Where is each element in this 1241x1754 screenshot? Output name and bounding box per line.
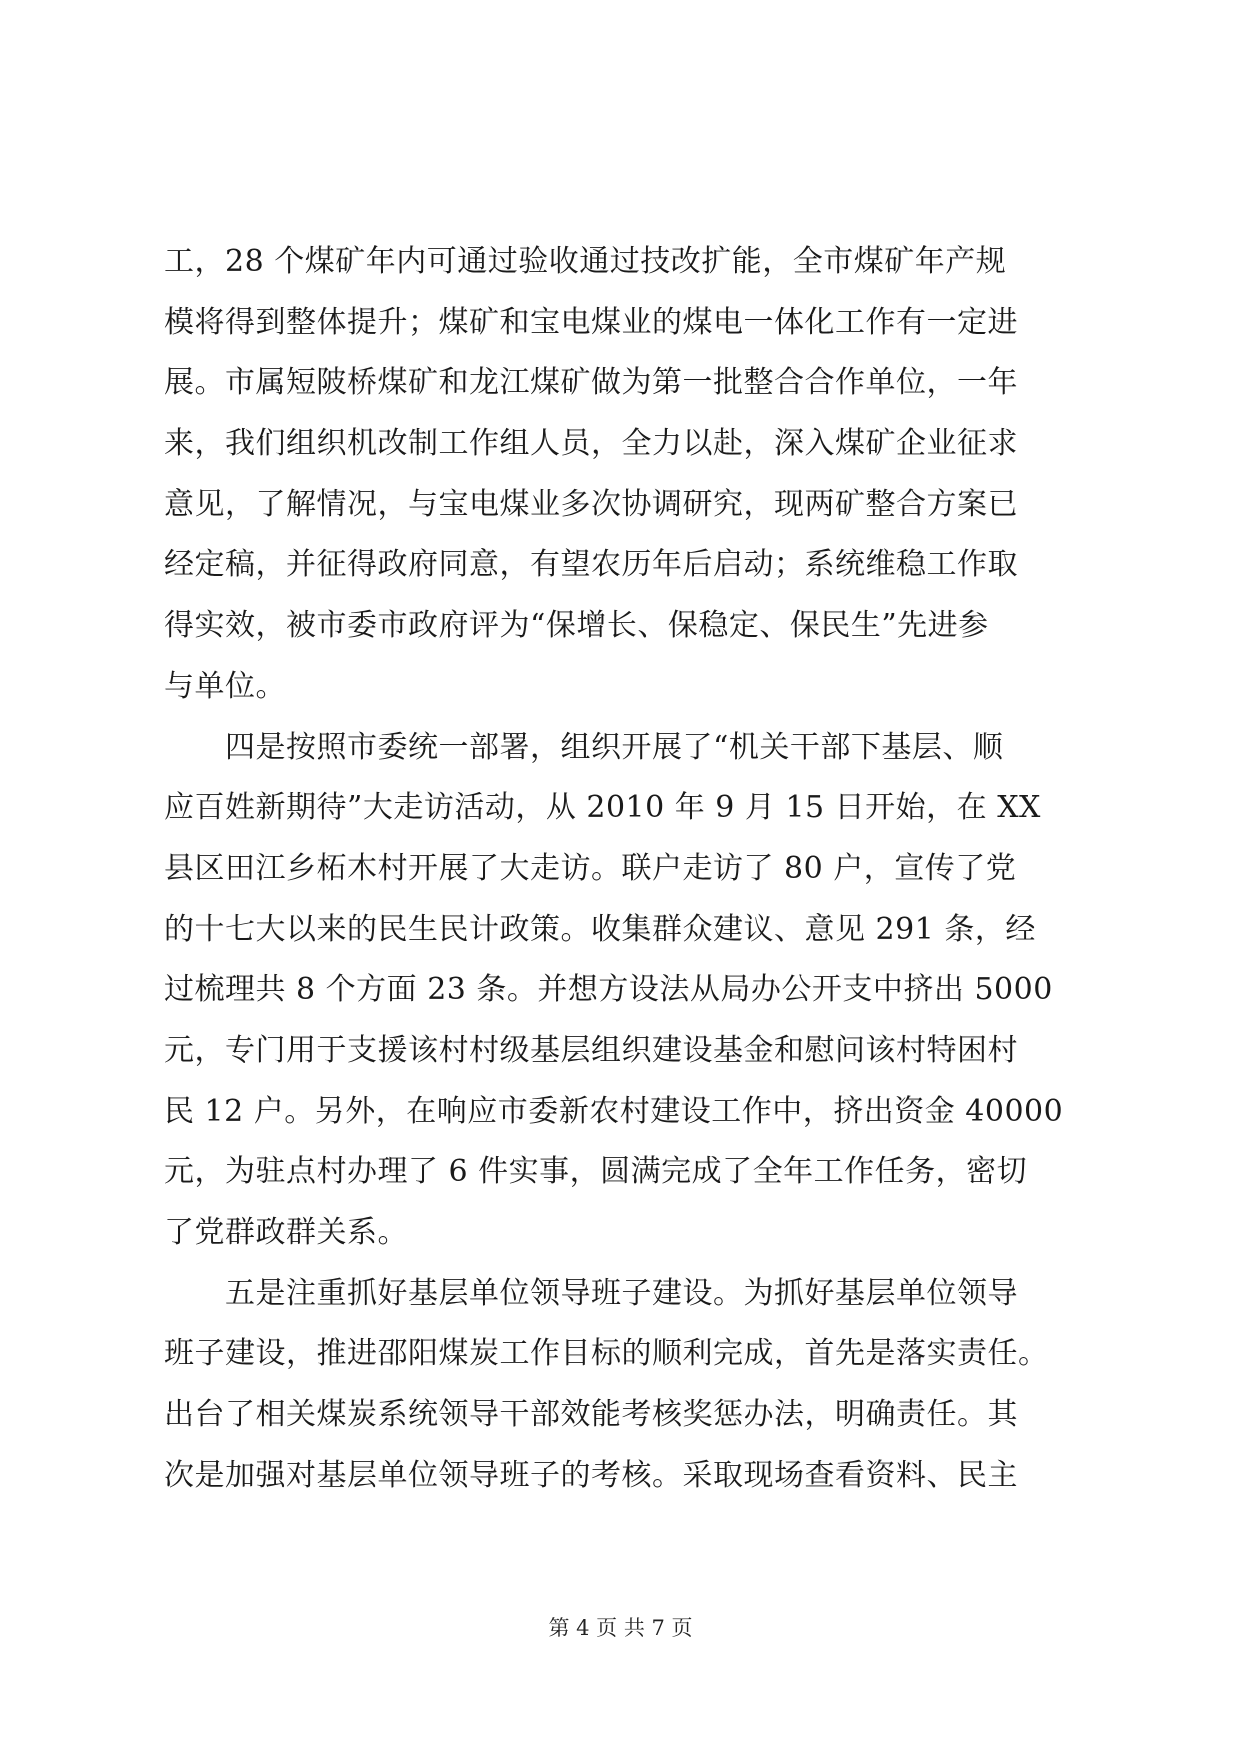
text-line: 展。市属短陂桥煤矿和龙江煤矿做为第一批整合合作单位，一年 <box>164 365 1018 401</box>
text-line: 四是按照市委统一部署，组织开展了“机关干部下基层、顺 <box>164 729 1004 765</box>
text-line: 次是加强对基层单位领导班子的考核。采取现场查看资料、民主 <box>164 1457 1018 1493</box>
text-line: 工，28 个煤矿年内可通过验收通过技改扩能，全市煤矿年产规 <box>164 244 1007 279</box>
text-line: 民 12 户。另外，在响应市委新农村建设工作中，挤出资金 40000 <box>164 1093 1064 1129</box>
text-line: 意见，了解情况，与宝电煤业多次协调研究，现两矿整合方案已 <box>164 486 1018 522</box>
text-line: 县区田江乡柘木村开展了大走访。联户走访了 80 户，宣传了党 <box>164 850 1017 886</box>
text-line: 元，为驻点村办理了 6 件实事，圆满完成了全年工作任务，密切 <box>164 1154 1028 1190</box>
paragraph-2 <box>164 718 1084 1264</box>
page-footer: 第 4 页 共 7 页 <box>548 1616 693 1640</box>
paragraph-3 <box>164 1264 1084 1507</box>
text-line: 模将得到整体提升；煤矿和宝电煤业的煤电一体化工作有一定进 <box>164 304 1018 340</box>
text-line: 班子建设，推进邵阳煤炭工作目标的顺利完成，首先是落实责任。 <box>164 1336 1049 1372</box>
text-line: 应百姓新期待”大走访活动，从 2010 年 9 月 15 日开始，在 XX <box>164 790 1041 826</box>
text-line: 经定稿，并征得政府同意，有望农历年后启动；系统维稳工作取 <box>164 547 1018 583</box>
text-line: 出台了相关煤炭系统领导干部效能考核奖惩办法，明确责任。其 <box>164 1397 1018 1433</box>
text-line: 来，我们组织机改制工作组人员，全力以赴，深入煤矿企业征求 <box>164 426 1018 462</box>
text-line: 了党群政群关系。 <box>164 1215 408 1250</box>
text-line: 五是注重抓好基层单位领导班子建设。为抓好基层单位领导 <box>164 1275 1018 1311</box>
text-line: 得实效，被市委市政府评为“保增长、保稳定、保民生”先进参 <box>164 608 989 644</box>
document-body <box>164 232 1084 1506</box>
text-line: 的十七大以来的民生民计政策。收集群众建议、意见 291 条，经 <box>164 911 1036 947</box>
text-line: 过梳理共 8 个方面 23 条。并想方设法从局办公开支中挤出 5000 <box>164 972 1053 1008</box>
paragraph-1 <box>164 232 1084 718</box>
text-line: 元，专门用于支援该村村级基层组织建设基金和慰问该村特困村 <box>164 1032 1018 1068</box>
text-line: 与单位。 <box>164 668 286 704</box>
